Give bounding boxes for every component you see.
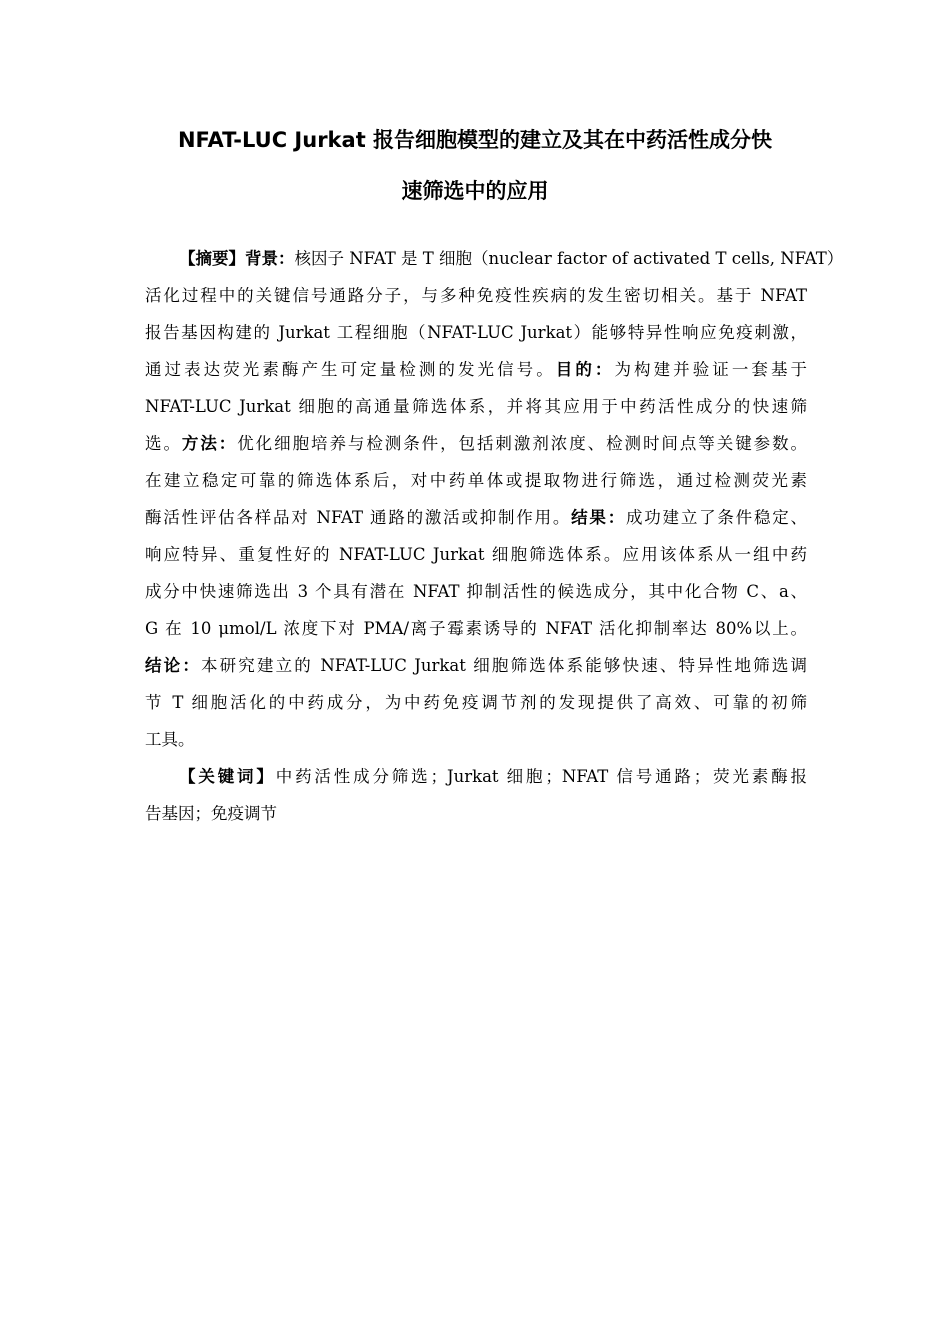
paper-title-line-2: 速筛选中的应用 — [401, 179, 549, 203]
keywords-line — [145, 762, 807, 799]
abstract-line — [145, 466, 807, 503]
abstract-line — [145, 281, 807, 318]
conclusion-label: 结论： — [145, 656, 201, 675]
paper-title-line-1: NFAT-LUC Jurkat 报告细胞模型的建立及其在中药活性成分快 — [177, 128, 773, 152]
abstract-line — [145, 725, 807, 762]
background-label: 背景： — [245, 249, 295, 268]
abstract-text: G 在 10 μmol/L 浓度下对 PMA/离子霉素诱导的 NFAT 活化抑制率达 80%以上。 — [145, 619, 807, 638]
abstract-line — [145, 540, 807, 577]
keywords-heading: 【关键词】 — [179, 767, 276, 786]
abstract-text: 本研究建立的 NFAT-LUC Jurkat 细胞筛选体系能够快速、特异性地筛选调 — [200, 656, 807, 675]
abstract-text: 节 T 细胞活化的中药成分，为中药免疫调节剂的发现提供了高效、可靠的初筛 — [145, 693, 807, 712]
abstract-line — [145, 318, 807, 355]
abstract-text: 优化细胞培养与检测条件，包括刺激剂浓度、检测时间点等关键参数。 — [237, 434, 808, 453]
abstract-text: 通过表达荧光素酶产生可定量检测的发光信号。 — [145, 360, 556, 379]
abstract-text: 为构建并验证一套基于 — [614, 360, 808, 379]
abstract-line — [145, 688, 807, 725]
abstract-text: 响应特异、重复性好的 NFAT-LUC Jurkat 细胞筛选体系。应用该体系从一组中药 — [145, 545, 807, 564]
abstract-line — [145, 503, 807, 540]
abstract-text: 活化过程中的关键信号通路分子，与多种免疫性疾病的发生密切相关。基于 NFAT — [145, 286, 807, 305]
abstract-text: 报告基因构建的 Jurkat 工程细胞（NFAT-LUC Jurkat）能够特异性响应免疫刺激， — [145, 323, 807, 342]
abstract-section — [145, 244, 844, 836]
abstract-text: 在建立稳定可靠的筛选体系后，对中药单体或提取物进行筛选，通过检测荧光素 — [145, 471, 807, 490]
methods-label: 方法： — [181, 434, 238, 453]
objective-label: 目的： — [555, 360, 615, 379]
abstract-line — [145, 429, 807, 466]
abstract-text: NFAT-LUC Jurkat 细胞的高通量筛选体系，并将其应用于中药活性成分的快速筛 — [145, 397, 807, 416]
abstract-line — [145, 392, 807, 429]
abstract-text: 工具。 — [145, 730, 195, 749]
keywords-line — [145, 799, 807, 836]
abstract-text: 核因子 NFAT 是 T 细胞（nuclear factor of activated T cells, NFAT） — [294, 249, 844, 268]
keywords-text: 中药活性成分筛选；Jurkat 细胞；NFAT 信号通路；荧光素酶报 — [275, 767, 807, 786]
abstract-text: 成功建立了条件稳定、 — [625, 508, 808, 527]
keywords-text: 告基因；免疫调节 — [145, 804, 277, 823]
abstract-text: 成分中快速筛选出 3 个具有潜在 NFAT 抑制活性的候选成分，其中化合物 C、a、 — [145, 582, 807, 601]
abstract-line — [145, 614, 807, 651]
abstract-heading: 【摘要】 — [179, 249, 245, 268]
results-label: 结果： — [571, 508, 626, 527]
abstract-line — [145, 651, 807, 688]
abstract-line — [145, 244, 844, 281]
abstract-line — [145, 577, 807, 614]
abstract-line — [145, 355, 807, 392]
abstract-text: 酶活性评估各样品对 NFAT 通路的激活或抑制作用。 — [145, 508, 572, 527]
abstract-text: 选。 — [145, 434, 182, 453]
